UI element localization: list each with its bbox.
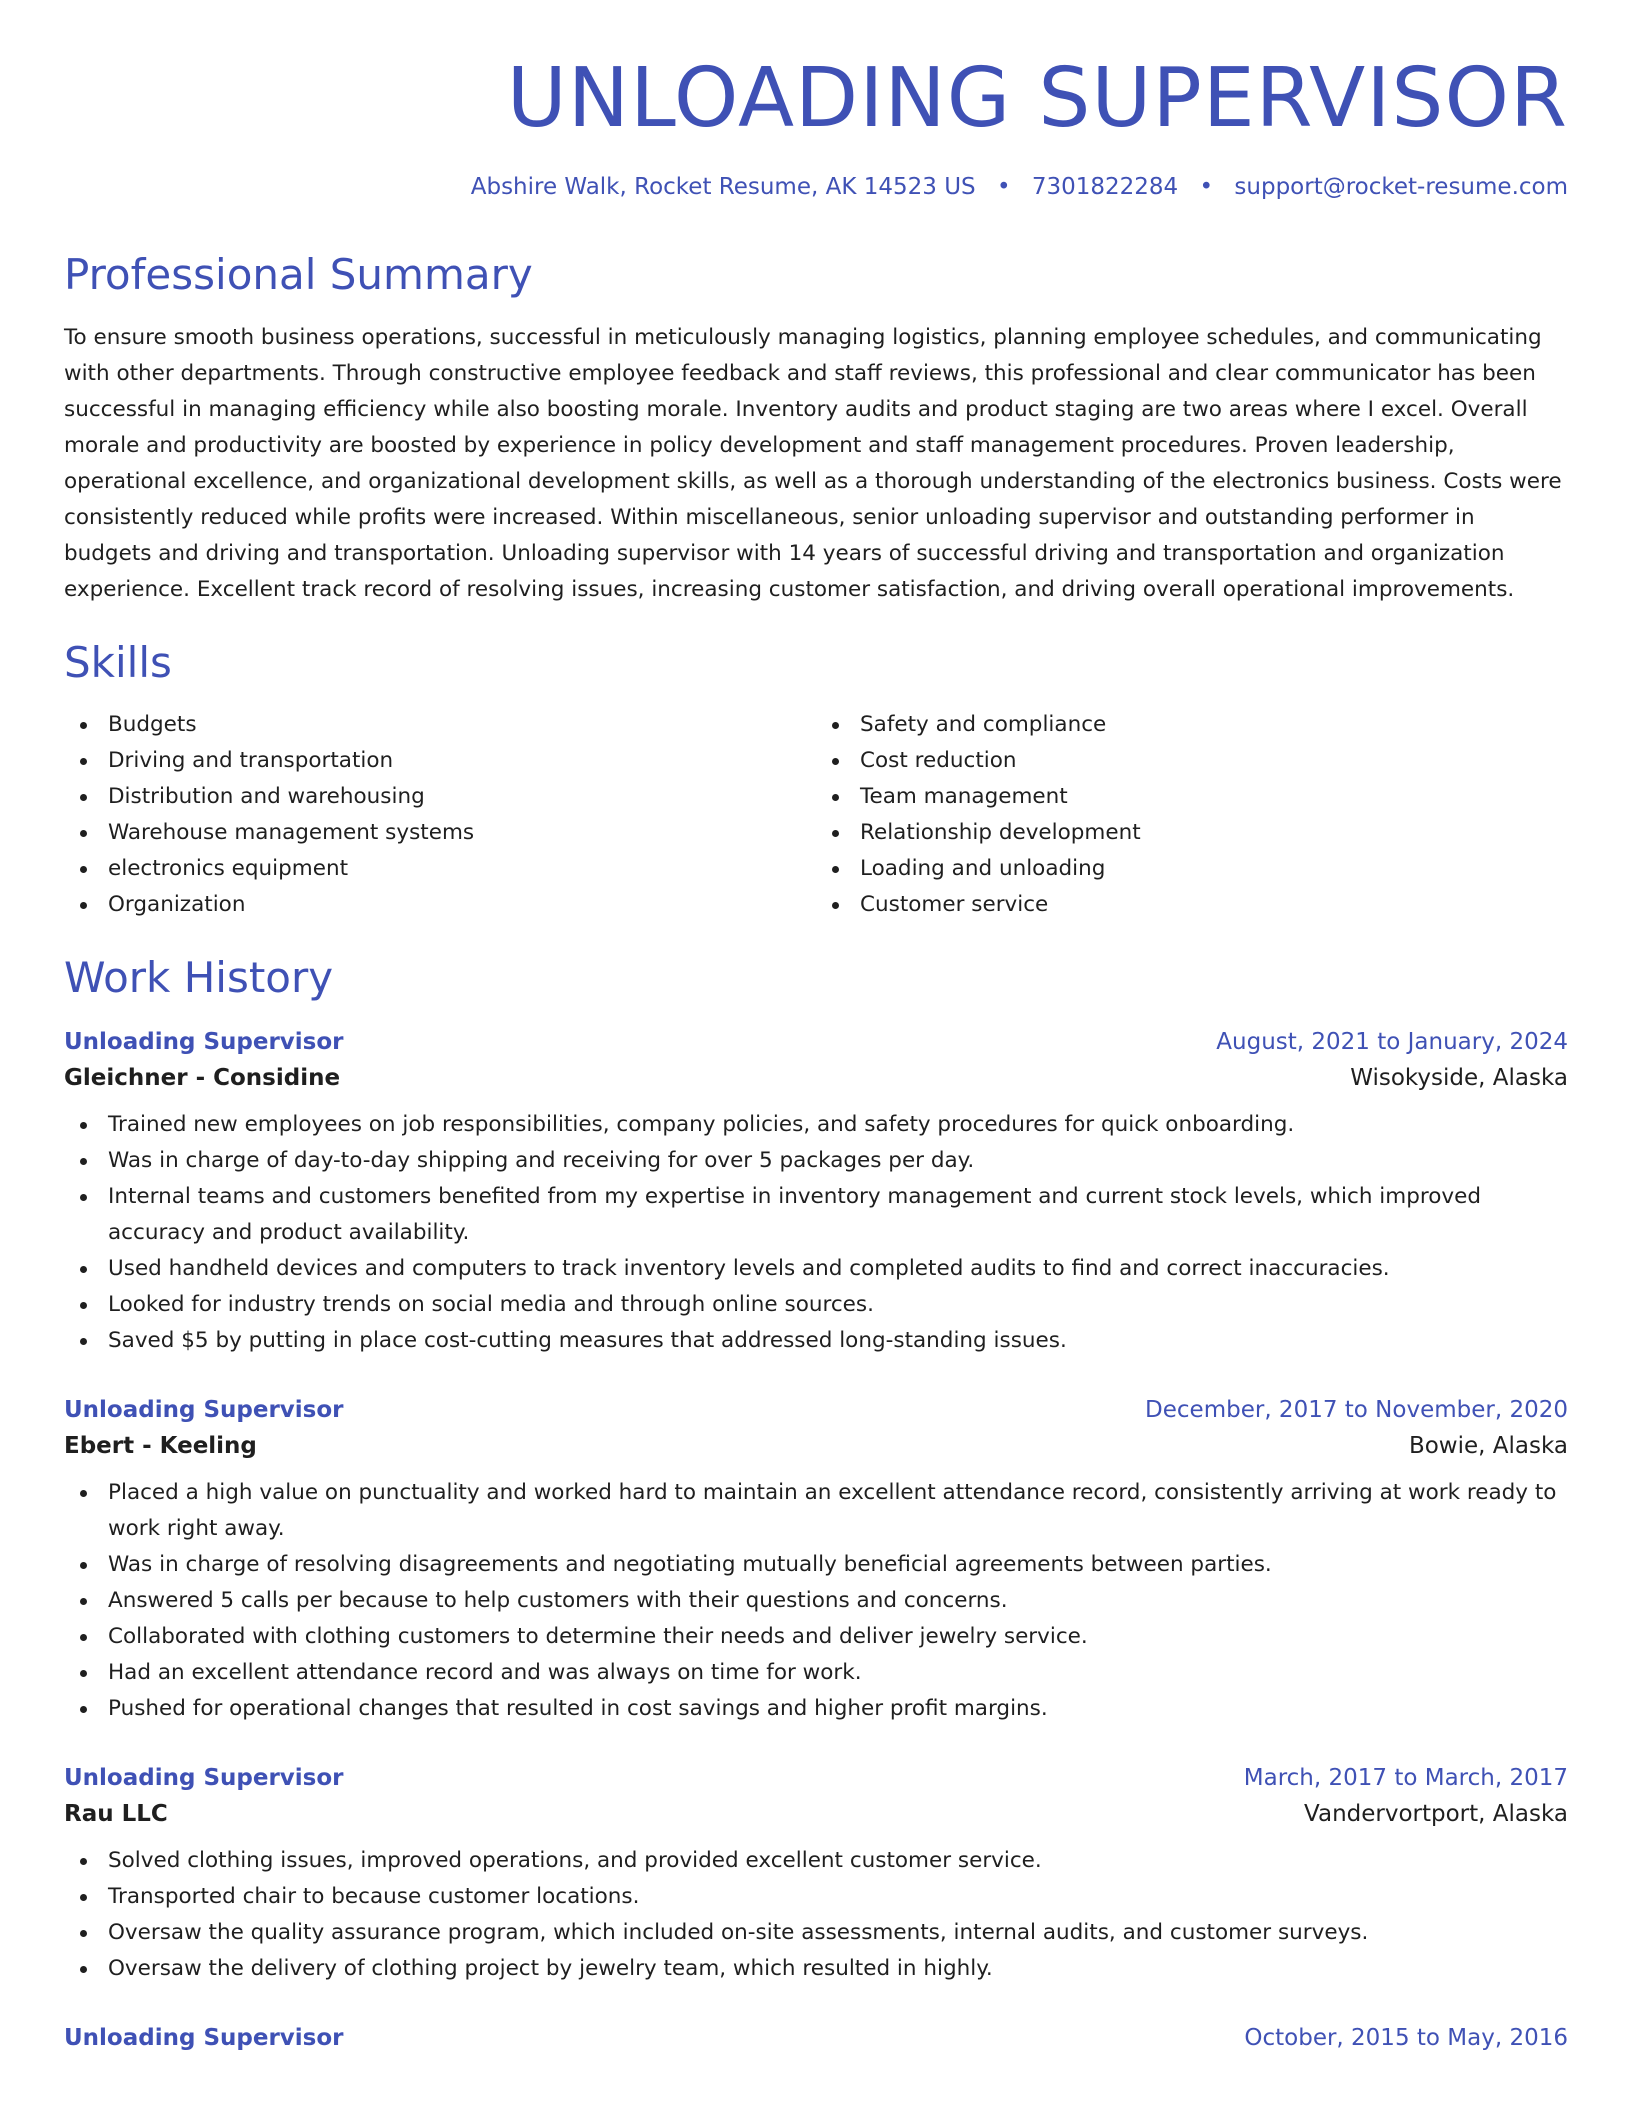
job-location: Wisokyside, Alaska: [1350, 1065, 1568, 1092]
contact-separator: •: [996, 174, 1011, 200]
job-bullet: Collaborated with clothing customers to determine their needs and deliver jewelry service.: [64, 1619, 1568, 1655]
job-bullet: Used handheld devices and computers to track inventory levels and completed audits to find and correct inaccuracies.: [64, 1251, 1568, 1287]
job-entry: [64, 1765, 1568, 1987]
skill-item: Safety and compliance: [816, 707, 1568, 743]
job-title: Unloading Supervisor: [64, 1397, 344, 1424]
job-dates: October, 2015 to May, 2016: [1244, 2025, 1568, 2052]
job-bullets: [64, 1107, 1568, 1359]
job-bullet: Pushed for operational changes that resulted in cost savings and higher profit margins.: [64, 1691, 1568, 1727]
job-dates: December, 2017 to November, 2020: [1145, 1397, 1568, 1424]
job-company: Gleichner - Considine: [64, 1065, 341, 1092]
skills-column-right: [816, 707, 1568, 923]
skills-heading: Skills: [64, 638, 172, 688]
job-company: Rau LLC: [64, 1801, 168, 1828]
job-dates: August, 2021 to January, 2024: [1216, 1029, 1568, 1056]
job-bullet: Transported chair to because customer locations.: [64, 1879, 1568, 1915]
work-history-heading: Work History: [64, 952, 334, 1002]
summary-heading: Professional Summary: [64, 250, 533, 299]
job-bullet: Internal teams and customers benefited from my expertise in inventory management and current stock levels, which improved accuracy and product availability.: [64, 1179, 1568, 1251]
skill-item: Loading and unloading: [816, 851, 1568, 887]
job-company-row: [64, 1801, 1568, 1827]
job-entry: [64, 2025, 1568, 2051]
page-title: UNLOADING SUPERVISOR: [506, 51, 1568, 146]
job-header-row: [64, 1397, 1568, 1423]
contact-separator: •: [1199, 174, 1214, 200]
job-bullet: Answered 5 calls per because to help customers with their questions and concerns.: [64, 1583, 1568, 1619]
job-entry: [64, 1029, 1568, 1359]
skills-column-left: [64, 707, 816, 923]
job-header-row: [64, 1029, 1568, 1055]
skill-item: Relationship development: [816, 815, 1568, 851]
job-bullets: [64, 1475, 1568, 1727]
job-entry: [64, 1397, 1568, 1727]
skill-item: electronics equipment: [64, 851, 816, 887]
job-company: Ebert - Keeling: [64, 1433, 257, 1460]
job-location: Vandervortport, Alaska: [1304, 1801, 1568, 1828]
job-title: Unloading Supervisor: [64, 2025, 344, 2052]
job-bullets: [64, 1843, 1568, 1987]
skill-item: Cost reduction: [816, 743, 1568, 779]
skill-item: Distribution and warehousing: [64, 779, 816, 815]
summary-text: To ensure smooth business operations, successful in meticulously managing logistics, planning employee schedules, and communicating with other departments. Through constructive employee feedback and staff reviews, this professional and clear communicator has been successful in managing efficiency while also boosting morale. Inventory audits and product staging are two areas where I excel. Overall morale and productivity are boosted by experience in policy development and staff management procedures. Proven leadership, operational excellence, and organizational development skills, as well as a thorough understanding of the electronics business. Costs were consistently reduced while profits were increased. Within miscellaneous, senior unloading supervisor and outstanding performer in budgets and driving and transportation. Unloading supervisor with 14 years of successful driving and transportation and organization experience. Excellent track record of resolving issues, increasing customer satisfaction, and driving overall operational improvements.: [64, 325, 1562, 603]
skills-grid: [64, 707, 1568, 923]
job-header-row: [64, 2025, 1568, 2051]
job-bullet: Trained new employees on job responsibilities, company policies, and safety procedures for quick onboarding.: [64, 1107, 1568, 1143]
skill-item: Customer service: [816, 887, 1568, 923]
job-header-row: [64, 1765, 1568, 1791]
job-bullet: Oversaw the quality assurance program, which included on-site assessments, internal audits, and customer surveys.: [64, 1915, 1568, 1951]
job-bullet: Oversaw the delivery of clothing project by jewelry team, which resulted in highly.: [64, 1951, 1568, 1987]
job-bullet: Solved clothing issues, improved operations, and provided excellent customer service.: [64, 1843, 1568, 1879]
contact-email: support@rocket-resume.com: [1234, 174, 1568, 200]
job-location: Bowie, Alaska: [1408, 1433, 1568, 1460]
job-company-row: [64, 1433, 1568, 1459]
skill-item: Driving and transportation: [64, 743, 816, 779]
skill-item: Budgets: [64, 707, 816, 743]
job-bullet: Was in charge of resolving disagreements and negotiating mutually beneficial agreements between parties.: [64, 1547, 1568, 1583]
job-company-row: [64, 1065, 1568, 1091]
job-bullet: Had an excellent attendance record and was always on time for work.: [64, 1655, 1568, 1691]
job-bullet: Looked for industry trends on social media and through online sources.: [64, 1287, 1568, 1323]
skill-item: Team management: [816, 779, 1568, 815]
job-title: Unloading Supervisor: [64, 1029, 344, 1056]
contact-phone: 7301822284: [1031, 174, 1179, 200]
job-bullet: Placed a high value on punctuality and worked hard to maintain an excellent attendance record, consistently arriving at work ready to work right away.: [64, 1475, 1568, 1547]
job-bullet: Saved $5 by putting in place cost-cutting measures that addressed long-standing issues.: [64, 1323, 1568, 1359]
skill-item: Organization: [64, 887, 816, 923]
contact-address: Abshire Walk, Rocket Resume, AK 14523 US: [470, 174, 976, 200]
job-bullet: Was in charge of day-to-day shipping and receiving for over 5 packages per day.: [64, 1143, 1568, 1179]
contact-line: [64, 174, 1568, 200]
job-title: Unloading Supervisor: [64, 1765, 344, 1792]
job-dates: March, 2017 to March, 2017: [1243, 1765, 1568, 1792]
skill-item: Warehouse management systems: [64, 815, 816, 851]
